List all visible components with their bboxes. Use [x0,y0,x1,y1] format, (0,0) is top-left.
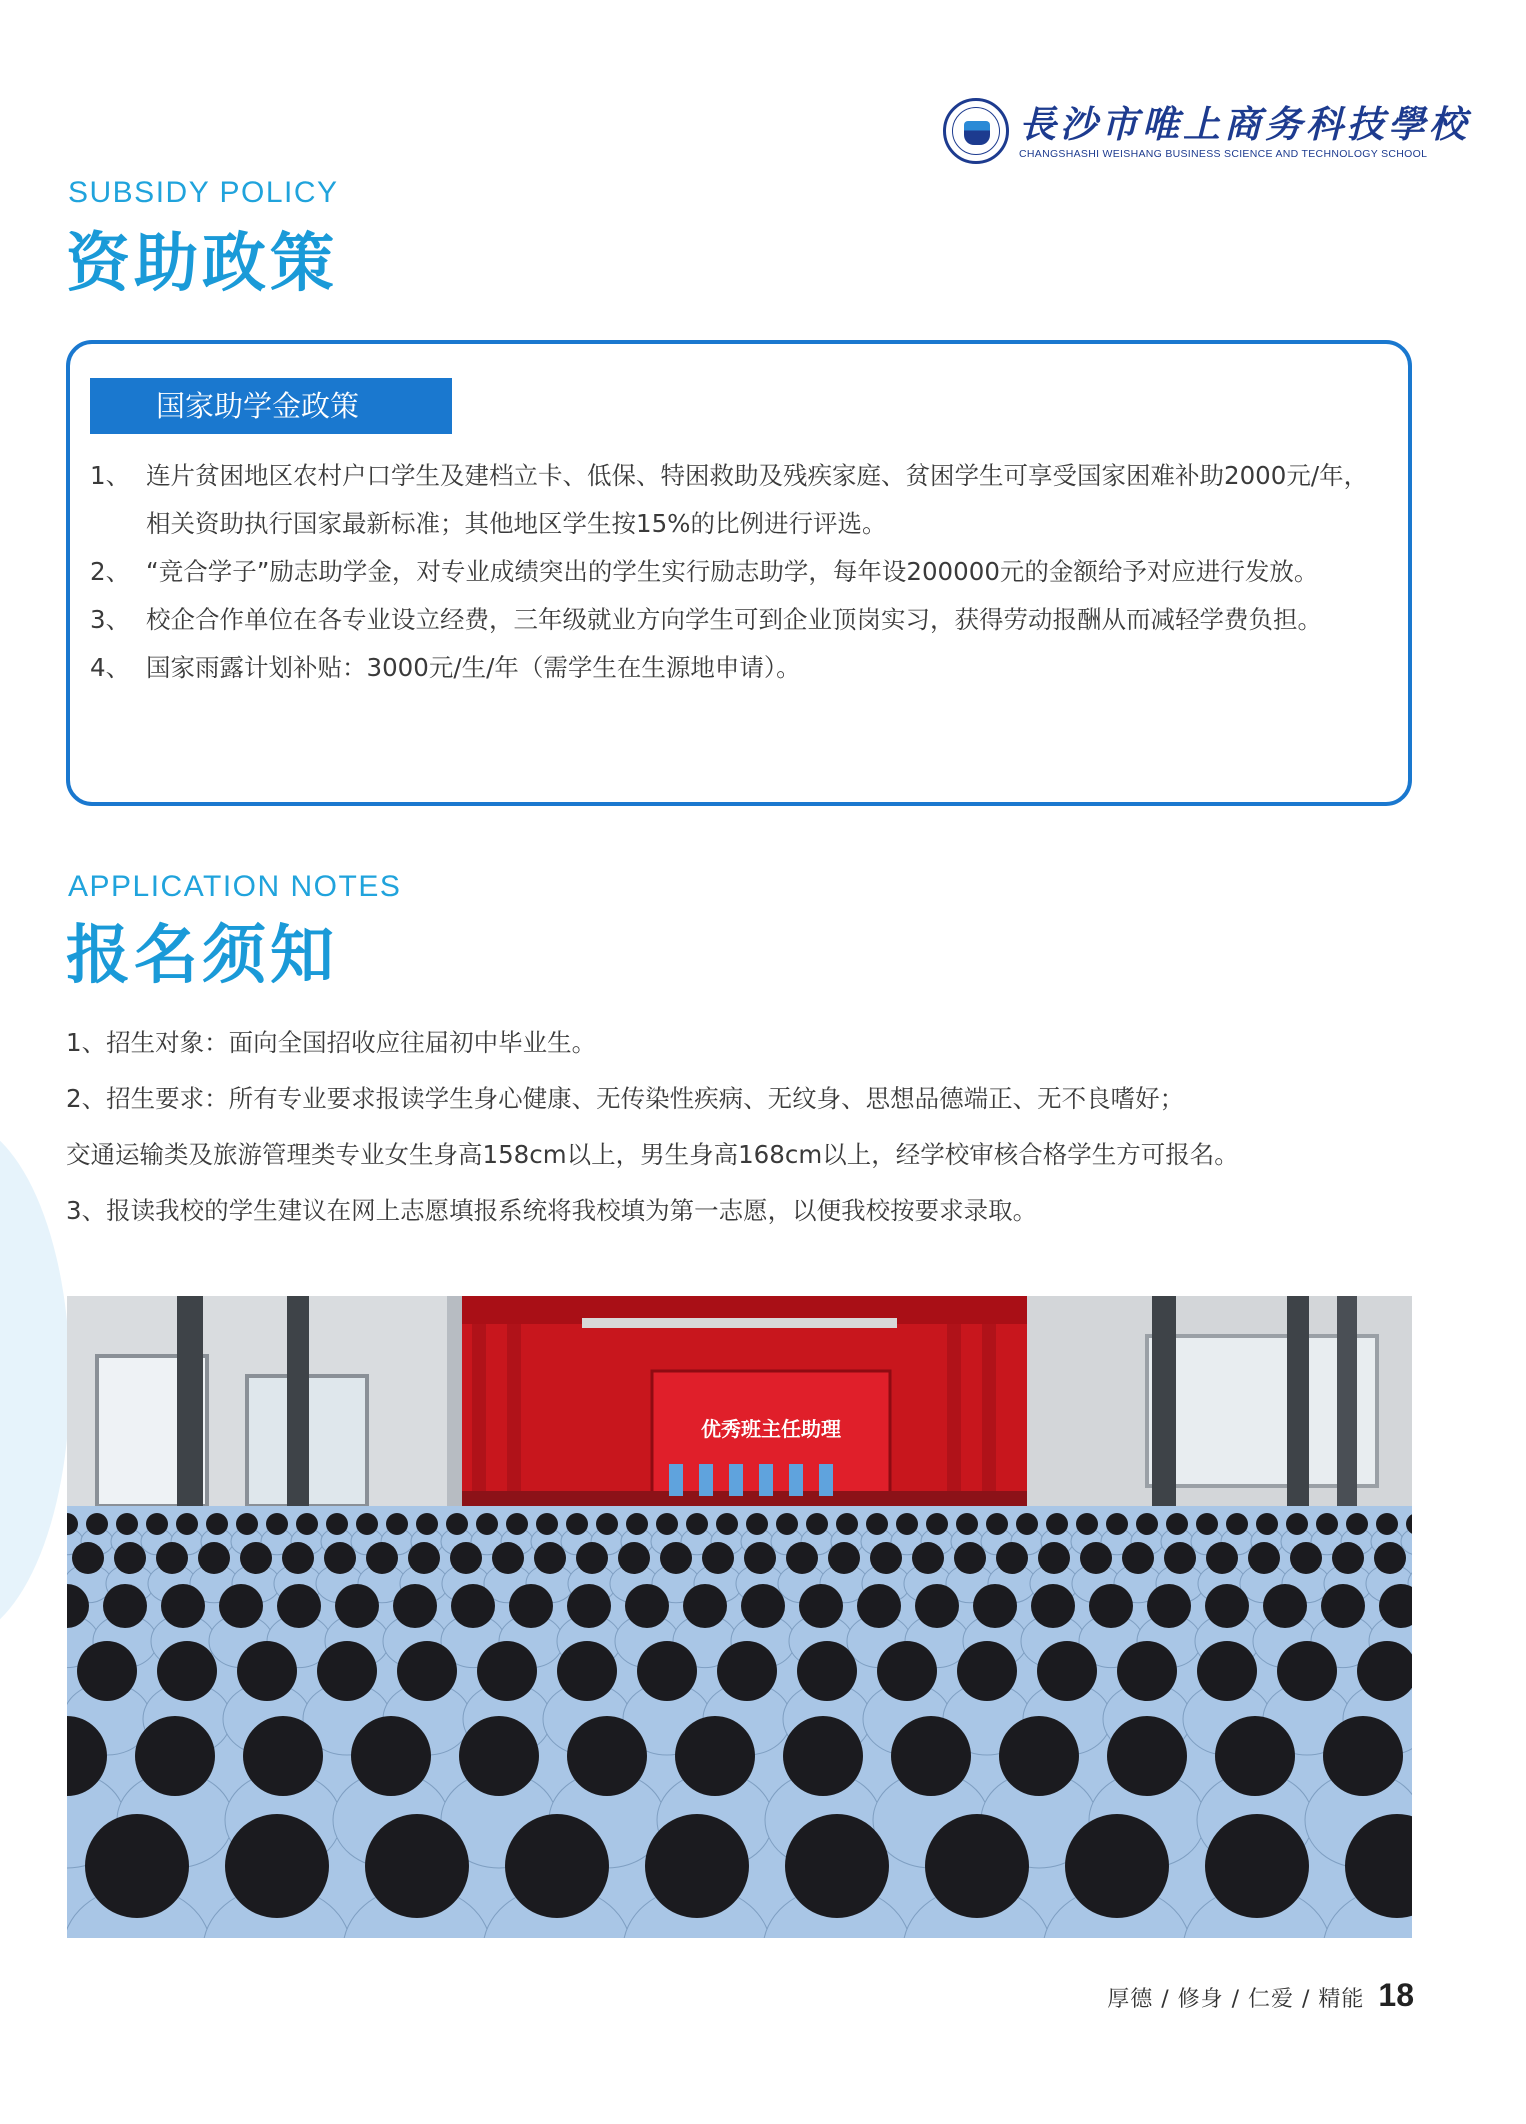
audience-head [1374,1542,1406,1574]
audience-head [626,1513,648,1535]
audience-head [567,1584,611,1628]
audience-head [324,1542,356,1574]
audience-head [836,1513,858,1535]
audience-head [509,1584,553,1628]
audience-head [925,1814,1029,1918]
audience-head [157,1641,217,1701]
audience-head [686,1513,708,1535]
audience-head [1166,1513,1188,1535]
audience-head [828,1542,860,1574]
audience-head [1037,1641,1097,1701]
audience-head [1107,1716,1187,1796]
audience-head [1256,1513,1278,1535]
audience-head [645,1814,749,1918]
audience-head [744,1542,776,1574]
audience-head [393,1584,437,1628]
audience-head [877,1641,937,1701]
audience-head [536,1513,558,1535]
audience-head [996,1542,1028,1574]
audience-head [1323,1716,1403,1796]
audience-head [915,1584,959,1628]
notes-line: 1、招生对象：面向全国招收应往届初中毕业生。 [66,1028,597,1057]
audience-head [451,1584,495,1628]
audience-head [1164,1542,1196,1574]
audience-head [596,1513,618,1535]
notes-title-cn: 报名须知 [66,919,338,993]
audience-head [277,1584,321,1628]
policy-tab-label: 国家助学金政策 [90,378,452,434]
audience-head [1290,1542,1322,1574]
audience-head [1136,1513,1158,1535]
audience-head [857,1584,901,1628]
audience-head [866,1513,888,1535]
application-notes [66,1015,1426,1239]
policy-item: 2、 “竞合学子”励志助学金，对专业成绩突出的学生实行励志助学，每年设200000元的金额给予对应进行发放。 [90,557,1319,586]
audience-head [225,1814,329,1918]
school-logo [943,98,1470,164]
audience-head [351,1716,431,1796]
policy-list [90,452,1390,692]
audience-head [625,1584,669,1628]
school-motto: 厚德 / 修身 / 仁爱 / 精能 [1107,1987,1365,2012]
audience-head [1205,1584,1249,1628]
audience-head [557,1641,617,1701]
audience-head [1215,1716,1295,1796]
audience-head [477,1641,537,1701]
audience-head [1263,1584,1307,1628]
audience-head [77,1641,137,1701]
audience-head [926,1513,948,1535]
audience-head [243,1716,323,1796]
audience-head [198,1542,230,1574]
audience-head [356,1513,378,1535]
audience-head [1332,1542,1364,1574]
notes-line: 3、报读我校的学生建议在网上志愿填报系统将我校填为第一志愿，以便我校按要求录取。 [66,1196,1038,1225]
school-seal-icon [943,98,1009,164]
audience-head [366,1542,398,1574]
audience-head [1016,1513,1038,1535]
audience-head [717,1641,777,1701]
audience-head [986,1513,1008,1535]
audience-head [296,1513,318,1535]
audience-head [386,1513,408,1535]
audience-head [566,1513,588,1535]
audience-head [237,1641,297,1701]
audience-head [957,1641,1017,1701]
audience-head [266,1513,288,1535]
audience-head [146,1513,168,1535]
subsidy-title-cn: 资助政策 [66,227,338,301]
audience-head [1122,1542,1154,1574]
audience-head [397,1641,457,1701]
audience-head [785,1814,889,1918]
audience-head [534,1542,566,1574]
school-name-en: CHANGSHASHI WEISHANG BUSINESS SCIENCE AND TECHNOLOGY SCHOOL [1019,148,1428,160]
audience-head [365,1814,469,1918]
audience-head [86,1513,108,1535]
audience-head [114,1542,146,1574]
policy-item: 3、 校企合作单位在各专业设立经费，三年级就业方向学生可到企业顶岗实习，获得劳动报酬从而减轻学费负担。 [90,605,1322,634]
audience-head [870,1542,902,1574]
screen-text: 优秀班主任助理 [701,1417,841,1441]
audience-head [219,1584,263,1628]
audience-head [317,1641,377,1701]
audience-head [1038,1542,1070,1574]
audience-head [973,1584,1017,1628]
notes-line: 2、招生要求：所有专业要求报读学生身心健康、无传染性疾病、无纹身、思想品德端正、无不良嗜好； [66,1084,1185,1113]
audience-head [156,1542,188,1574]
page-footer [1107,1977,1414,2014]
audience-head [1117,1641,1177,1701]
audience-head [1226,1513,1248,1535]
audience-head [567,1716,647,1796]
audience-head [675,1716,755,1796]
audience-head [72,1542,104,1574]
audience-head [683,1584,727,1628]
audience-head [956,1513,978,1535]
audience-head [656,1513,678,1535]
audience-head [135,1716,215,1796]
audience-head [1046,1513,1068,1535]
audience-head [1286,1513,1308,1535]
audience-head [702,1542,734,1574]
audience-head [806,1513,828,1535]
page-number: 18 [1378,1977,1414,2013]
assembly-photo-illustration [67,1296,1412,1938]
audience-head [576,1542,608,1574]
audience-head [1316,1513,1338,1535]
audience-head [505,1814,609,1918]
audience-head [416,1513,438,1535]
subsidy-policy-box [66,340,1412,806]
audience-head [1346,1513,1368,1535]
decorative-circle [0,1120,70,1640]
audience-head [1321,1584,1365,1628]
audience-head [1196,1513,1218,1535]
audience-head [240,1542,272,1574]
audience-head [1065,1814,1169,1918]
audience-head [1277,1641,1337,1701]
audience-head [786,1542,818,1574]
audience-head [797,1641,857,1701]
audience-head [716,1513,738,1535]
audience-head [282,1542,314,1574]
audience-head [450,1542,482,1574]
audience-head [891,1716,971,1796]
audience-head [161,1584,205,1628]
audience-head [746,1513,768,1535]
audience-head [1197,1641,1257,1701]
audience-head [85,1814,189,1918]
audience-head [741,1584,785,1628]
audience-head [618,1542,650,1574]
audience-head [492,1542,524,1574]
audience-head [476,1513,498,1535]
audience-head [103,1584,147,1628]
audience-head [1089,1584,1133,1628]
audience-head [506,1513,528,1535]
audience-head [1031,1584,1075,1628]
audience-head [776,1513,798,1535]
notes-line: 交通运输类及旅游管理类专业女生身高158cm以上，男生身高168cm以上，经学校审核合格学生方可报名。 [66,1140,1239,1169]
audience-head [954,1542,986,1574]
audience-head [408,1542,440,1574]
audience-head [999,1716,1079,1796]
audience-head [1376,1513,1398,1535]
audience-head [176,1513,198,1535]
audience-head [783,1716,863,1796]
school-name-cn: 長沙市唯上商务科技學校 [1019,102,1470,146]
audience-head [326,1513,348,1535]
audience-head [1106,1513,1128,1535]
audience-head [660,1542,692,1574]
audience-head [116,1513,138,1535]
audience-head [236,1513,258,1535]
assembly-photo [67,1296,1412,1938]
audience-head [1080,1542,1112,1574]
policy-item: 1、 连片贫困地区农村户口学生及建档立卡、低保、特困救助及残疾家庭、贫困学生可享受国家困难补助2000元/年，相关资助执行国家最新标准；其他地区学生按15%的比例进行评选。 [90,461,1369,538]
notes-title-en: APPLICATION NOTES [68,870,402,903]
audience-head [206,1513,228,1535]
audience-head [1248,1542,1280,1574]
audience-head [1205,1814,1309,1918]
audience-head [799,1584,843,1628]
subsidy-title-en: SUBSIDY POLICY [68,176,339,209]
audience-head [446,1513,468,1535]
audience-head [912,1542,944,1574]
policy-item: 4、 国家雨露计划补贴：3000元/生/年（需学生在生源地申请）。 [90,653,801,682]
audience-head [637,1641,697,1701]
audience-head [1147,1584,1191,1628]
audience-head [896,1513,918,1535]
audience-head [1206,1542,1238,1574]
audience-head [1076,1513,1098,1535]
audience-head [335,1584,379,1628]
audience-head [459,1716,539,1796]
